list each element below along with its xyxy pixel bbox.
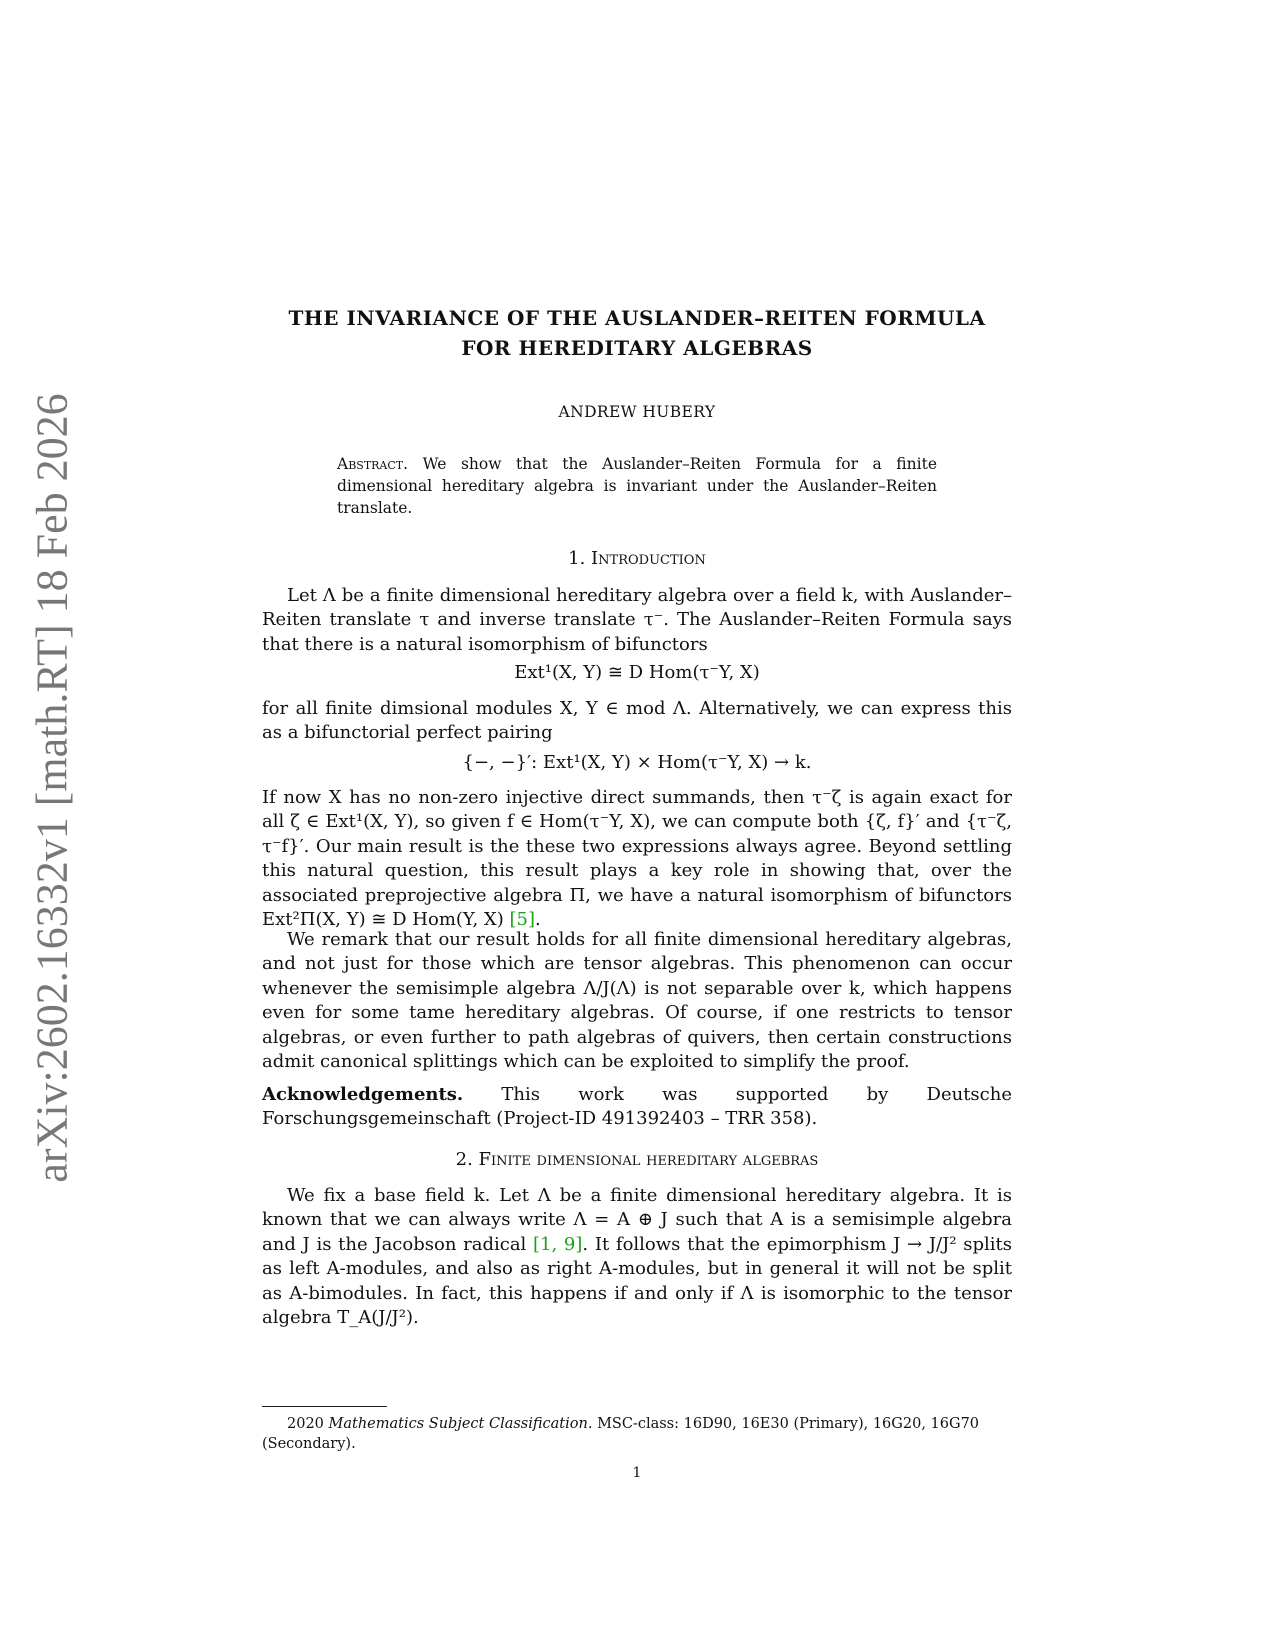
citation-1-9[interactable]: [1, 9]	[533, 1233, 583, 1255]
footnote-label: Mathematics Subject Classification.	[328, 1416, 593, 1432]
section-2-title: 2. Finite dimensional hereditary algebras	[455, 1149, 819, 1170]
section-1-title: 1. Introduction	[568, 548, 706, 569]
acknowledgements-label: Acknowledgements.	[262, 1084, 464, 1105]
footnote-msc	[262, 1414, 1012, 1454]
abstract-text: We show that the Auslander–Reiten Formula for a finite dimensional hereditary algebra is invariant under the Auslander–Reiten translate.	[337, 455, 937, 517]
footnote-year: 2020	[287, 1416, 324, 1432]
acknowledgements-text: This work was supported by Deutsche Forschungsgemeinschaft (Project-ID 491392403 – TRR 358).	[262, 1084, 1012, 1130]
author-name: ANDREW HUBERY	[558, 403, 716, 421]
abstract	[337, 453, 937, 519]
section-2-paragraph-1-text-b: . It follows that the epimorphism J → J/J² splits as left A-modules, and also as right A-modules, but in general it will not be split as A-bimodules. In fact, this happens if and only if Λ is isomorphic to the tensor algebra T_A(J/J²).	[262, 1233, 1012, 1329]
abstract-label: Abstract.	[337, 455, 409, 473]
title-line-1: THE INVARIANCE OF THE AUSLANDER–REITEN FORMULA	[288, 306, 986, 330]
section-2-paragraph-1	[262, 1184, 1012, 1330]
intro-paragraph-4: We remark that our result holds for all finite dimensional hereditary algebras, and not just for those which are tensor algebras. This phenomenon can occur whenever the semisimple algebra Λ/J(Λ) is not separable over k, which happens even for some tame hereditary algebras. Of course, if one restricts to tensor algebras, or even further to path algebras of quivers, then certain constructions admit canonical splittings which can be exploited to simplify the proof.	[262, 929, 1012, 1073]
intro-paragraph-1: Let Λ be a finite dimensional hereditary algebra over a field k, with Auslander–Reiten translate τ and inverse translate τ⁻. The Auslander–Reiten Formula says that there is a natural isomorphism of bifunctors	[262, 585, 1012, 655]
title-line-2: FOR HEREDITARY ALGEBRAS	[461, 336, 813, 360]
acknowledgements	[262, 1083, 1012, 1132]
equation-ar-formula: Ext¹(X, Y) ≅ D Hom(τ⁻Y, X)	[514, 662, 760, 683]
intro-paragraph-2: for all finite dimsional modules X, Y ∈ mod Λ. Alternatively, we can express this as a bifunctorial perfect pairing	[262, 698, 1012, 744]
footnote-text: MSC-class: 16D90, 16E30 (Primary), 16G20, 16G70 (Secondary).	[262, 1416, 980, 1452]
arxiv-sidebar-stamp	[22, 393, 82, 1183]
citation-5[interactable]: [5]	[509, 909, 536, 931]
intro-paragraph-3-text: If now X has no non-zero injective direct summands, then τ⁻ζ is again exact for all ζ ∈ Ext¹(X, Y), so given f ∈ Hom(τ⁻Y, X), we can compute both {ζ, f}′ and {τ⁻ζ, τ⁻f}′. Our main result is the these two expressions always agree. Beyond settling this natural question, this result plays a key role in showing that, over the associated preprojective algebra Π, we have a natural isomorphism of bifunctors Ext²Π(X, Y) ≅ D Hom(Y, X)	[262, 787, 1012, 931]
intro-paragraph-3: If now X has no non-zero injective direct summands, then τ⁻ζ is again exact for all ζ ∈ Ext¹(X, Y), so given f ∈ Hom(τ⁻Y, X), we can compute both {ζ, f}′ and {τ⁻ζ, τ⁻f}′. Our main result is the these two expressions always agree. Beyond settling this natural question, this result plays a key role in showing that, over the associated preprojective algebra Π, we have a natural isomorphism of bifunctors Ext²Π(X, Y) ≅ D Hom(Y, X) [5].	[262, 787, 1012, 931]
arxiv-id: arXiv:2602.16332v1 [math.RT] 18 Feb 2026	[27, 393, 77, 1183]
footnote-divider	[262, 1406, 387, 1407]
paper-title	[262, 303, 1012, 363]
page-number: 1	[632, 1465, 642, 1481]
section-2-paragraph-1-text-a: We fix a base field k. Let Λ be a finite dimensional hereditary algebra. It is known that we can always write Λ = A ⊕ J such that A is a semisimple algebra and J is the Jacobson radical	[262, 1185, 1012, 1255]
equation-pairing: {−, −}′: Ext¹(X, Y) × Hom(τ⁻Y, X) → k.	[462, 752, 812, 773]
